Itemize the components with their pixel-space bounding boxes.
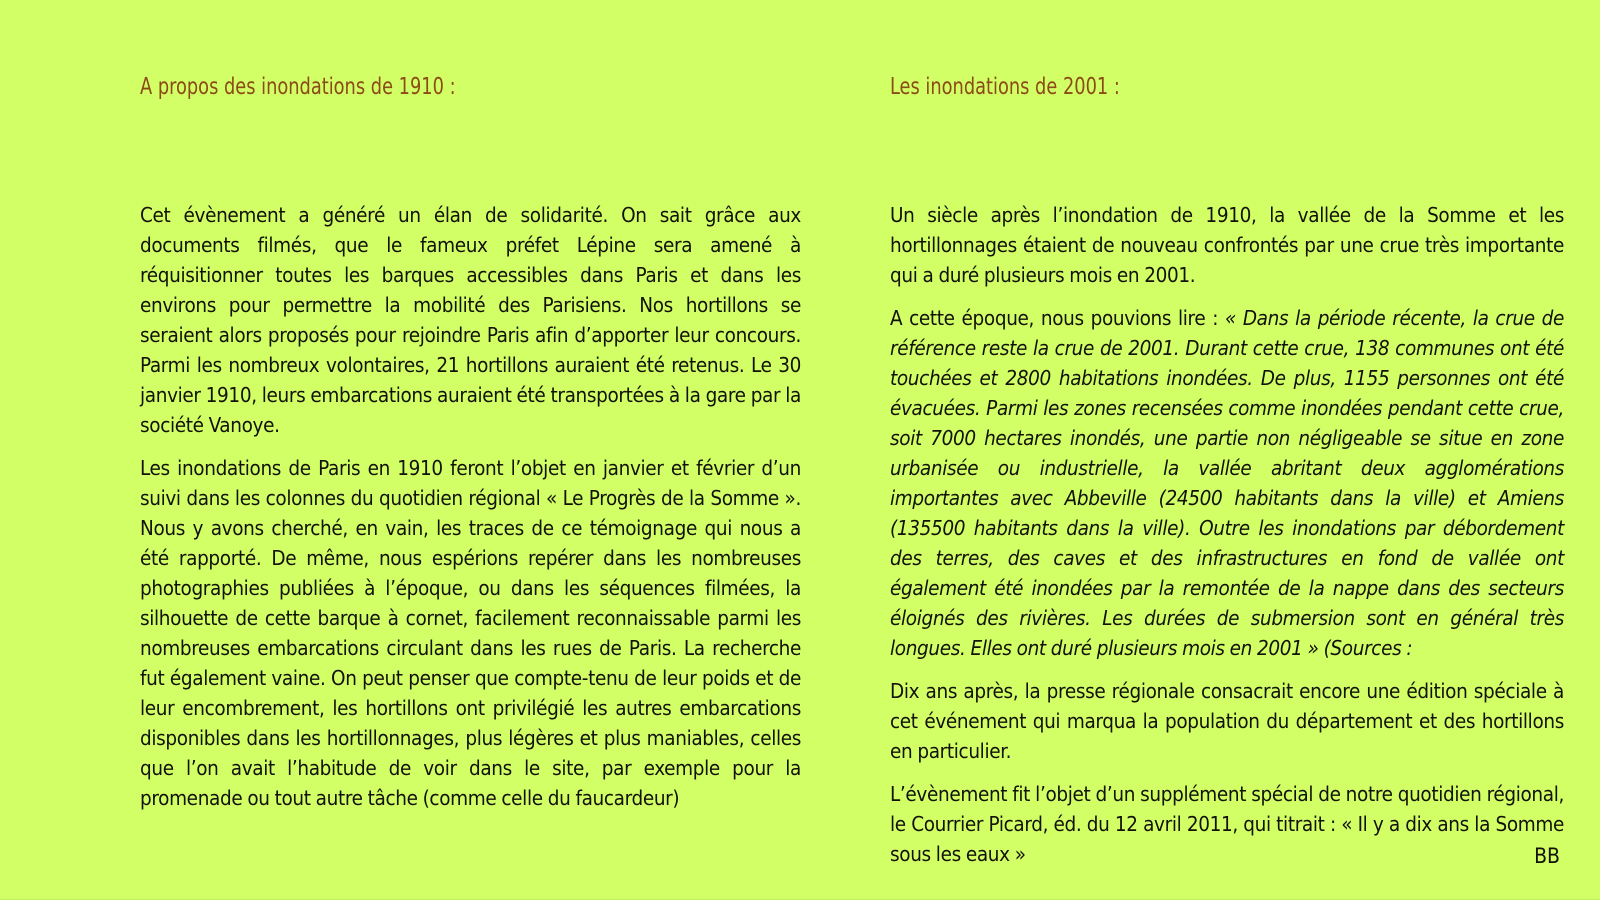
left-column xyxy=(140,62,801,826)
right-column xyxy=(890,62,1564,882)
paragraph-paris-floods: Les inondations de Paris en 1910 feront l’objet en janvier et février d’un suivi dans les colonnes du quotidien régional « Le Progrès de la Somme ». Nous y avons cherché, en vain, les traces de ce témoignage qui nous a été rapporté. De même, nous espérions repérer dans les nombreuses photographies publiées à l’époque, ou dans les séquences filmées, la silhouette de cette barque à cornet, facilement reconnaissable parmi les nombreuses embarcations circulant dans les rues de Paris. La recherche fut également vaine. On peut penser que compte-tenu de leur poids et de leur encombrement, les hortillons ont privilégié les autres embarcations disponibles dans les hortillonnages, plus légères et plus maniables, celles que l’on avait l’habitude de voir dans le site, par exemple pour la promenade ou tout autre tâche (comme celle du faucardeur) xyxy=(140,456,801,810)
heading-2001: Les inondations de 2001 : xyxy=(890,74,1120,100)
citation-intro: A cette époque, nous pouvions lire : xyxy=(890,306,1225,330)
paragraph-ten-years: Dix ans après, la presse régionale consacrait encore une édition spéciale à cet événement qui marqua la population du département et des hortillons en particulier. xyxy=(890,679,1564,763)
author-initials: BB xyxy=(1534,844,1560,868)
citation-quote: « Dans la période récente, la crue de référence reste la crue de 2001. Durant cette crue, 138 communes ont été touchées et 2800 habitations inondées. De plus, 1155 personnes ont été évacuées. Parmi les zones recensées comme inondées pendant cette crue, soit 7000 hectares inondés, une partie non négligeable se situe en zone urbanisée ou industrielle, la vallée abritant deux agglomérations importantes avec Abbeville (24500 habitants dans la ville) et Amiens (135500 habitants dans la ville). Outre les inondations par débordement des terres, des caves et des infrastructures en fond de vallée ont également été inondées par la remontée de la nappe dans des secteurs éloignés des rivières. Les durées de submersion sont en général très longues. Elles ont duré plusieurs mois en 2001 » (Sources : xyxy=(890,306,1564,660)
paragraph-century-after: Un siècle après l’inondation de 1910, la vallée de la Somme et les hortillonnages étaient de nouveau confrontés par une crue très importante qui a duré plusieurs mois en 2001. xyxy=(890,203,1564,287)
heading-1910: A propos des inondations de 1910 : xyxy=(140,74,456,100)
right-body xyxy=(890,200,1564,869)
paragraph-citation xyxy=(890,303,1564,663)
left-body xyxy=(140,200,801,813)
paragraph-courrier-picard: L’évènement fit l’objet d’un supplément spécial de notre quotidien régional, le Courrier Picard, éd. du 12 avril 2011, qui titrait : « Il y a dix ans la Somme sous les eaux » xyxy=(890,782,1564,866)
paragraph-solidarity: Cet évènement a généré un élan de solidarité. On sait grâce aux documents filmés, que le fameux préfet Lépine sera amené à réquisitionner toutes les barques accessibles dans Paris et dans les environs pour permettre la mobilité des Parisiens. Nos hortillons se seraient alors proposés pour rejoindre Paris afin d’apporter leur concours. Parmi les nombreux volontaires, 21 hortillons auraient été retenus. Le 30 janvier 1910, leurs embarcations auraient été transportées à la gare par la société Vanoye. xyxy=(140,203,801,437)
